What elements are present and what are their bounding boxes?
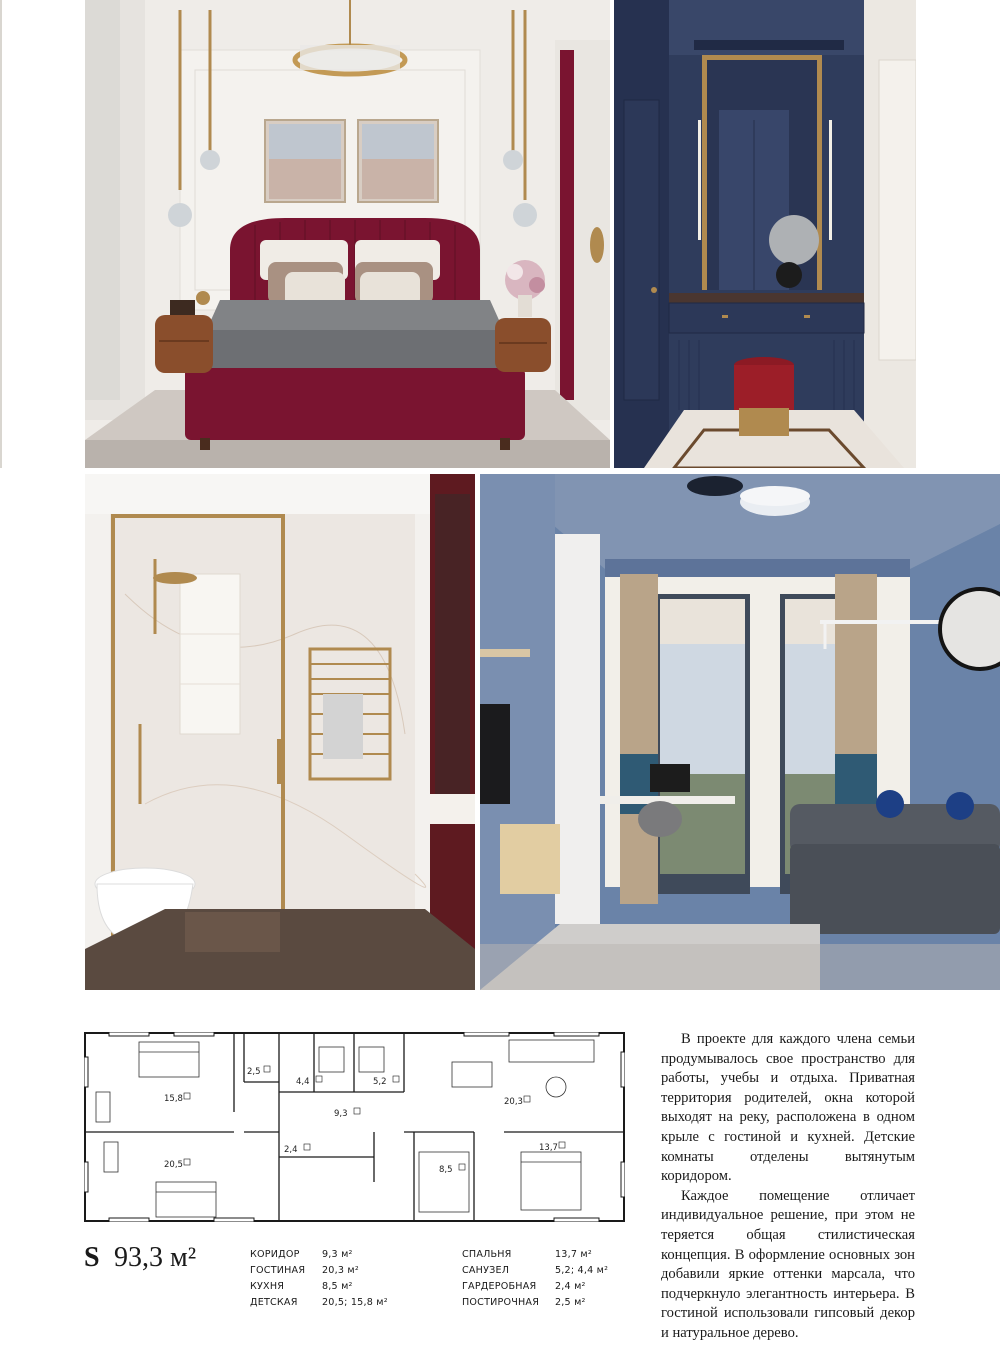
article-paragraph-1: В проекте для каждого члена семьи продумывалось свое пространство для работы, учебы и отдыха. Приватная территория родителей, окна которой выходят на реку, расположена в одном крыле с гостиной и кухней. Детские комнаты отделены вытянутым коридором. <box>661 1031 915 1185</box>
bedroom-photo <box>85 0 610 468</box>
floor-plan <box>84 1032 625 1222</box>
plan-label-laundry: 2,5 <box>247 1067 261 1077</box>
spec-value: 5,2; 4,4 м² <box>555 1265 609 1276</box>
total-area-value: 93,3 м² <box>114 1242 197 1273</box>
total-area-block <box>84 1238 254 1278</box>
plan-label-bedroom: 13,7 <box>539 1143 558 1153</box>
spec-value: 8,5 м² <box>322 1281 353 1292</box>
plan-label-wardrobe: 2,4 <box>284 1145 298 1155</box>
kids-room-photo <box>480 474 1000 990</box>
plan-label-bathroom-1: 4,4 <box>296 1077 310 1087</box>
spec-value: 20,5; 15,8 м² <box>322 1297 388 1308</box>
page-edge-rule <box>0 0 2 468</box>
article-paragraph-2: Каждое помещение отличает индивидуальное решение, при этом не теряется общая стилистическая концепция. В оформление основных зон добавили яркие оттенки марсала, что подчеркнуло элегантность интерьера. В гостиной использовали гипсовый декор и натуральное дерево. <box>661 1187 915 1341</box>
spec-value: 13,7 м² <box>555 1249 592 1260</box>
spec-row <box>250 1263 388 1279</box>
bathroom-photo <box>85 474 475 990</box>
spec-value: 2,5 м² <box>555 1297 586 1308</box>
spec-room: СПАЛЬНЯ <box>462 1249 512 1260</box>
spec-row <box>462 1263 608 1279</box>
spec-row <box>462 1279 608 1295</box>
spec-room: КОРИДОР <box>250 1249 300 1260</box>
plan-label-corridor: 9,3 <box>334 1109 348 1119</box>
plan-label-kitchen: 8,5 <box>439 1165 453 1175</box>
spec-value: 9,3 м² <box>322 1249 353 1260</box>
spec-row <box>250 1247 388 1263</box>
spec-row <box>250 1295 388 1311</box>
spec-row <box>250 1279 388 1295</box>
spec-room: ГАРДЕРОБНАЯ <box>462 1281 537 1292</box>
spec-row <box>462 1247 608 1263</box>
spec-value: 2,4 м² <box>555 1281 586 1292</box>
spec-room: КУХНЯ <box>250 1281 285 1292</box>
spec-value: 20,3 м² <box>322 1265 359 1276</box>
dressing-corridor-photo <box>614 0 916 468</box>
area-symbol: S <box>84 1242 100 1273</box>
plan-label-kids-2: 20,5 <box>164 1160 183 1170</box>
plan-label-living: 20,3 <box>504 1097 523 1107</box>
spec-room: ДЕТСКАЯ <box>250 1297 298 1308</box>
spec-room: ГОСТИНАЯ <box>250 1265 306 1276</box>
plan-label-bathroom-2: 5,2 <box>373 1077 387 1087</box>
room-specs-left <box>250 1247 388 1311</box>
spec-room: ПОСТИРОЧНАЯ <box>462 1297 540 1308</box>
room-specs-right <box>462 1247 608 1311</box>
plan-label-kids-1: 15,8 <box>164 1094 183 1104</box>
spec-row <box>462 1295 608 1311</box>
spec-room: САНУЗЕЛ <box>462 1265 510 1276</box>
article-text <box>661 1030 915 1344</box>
